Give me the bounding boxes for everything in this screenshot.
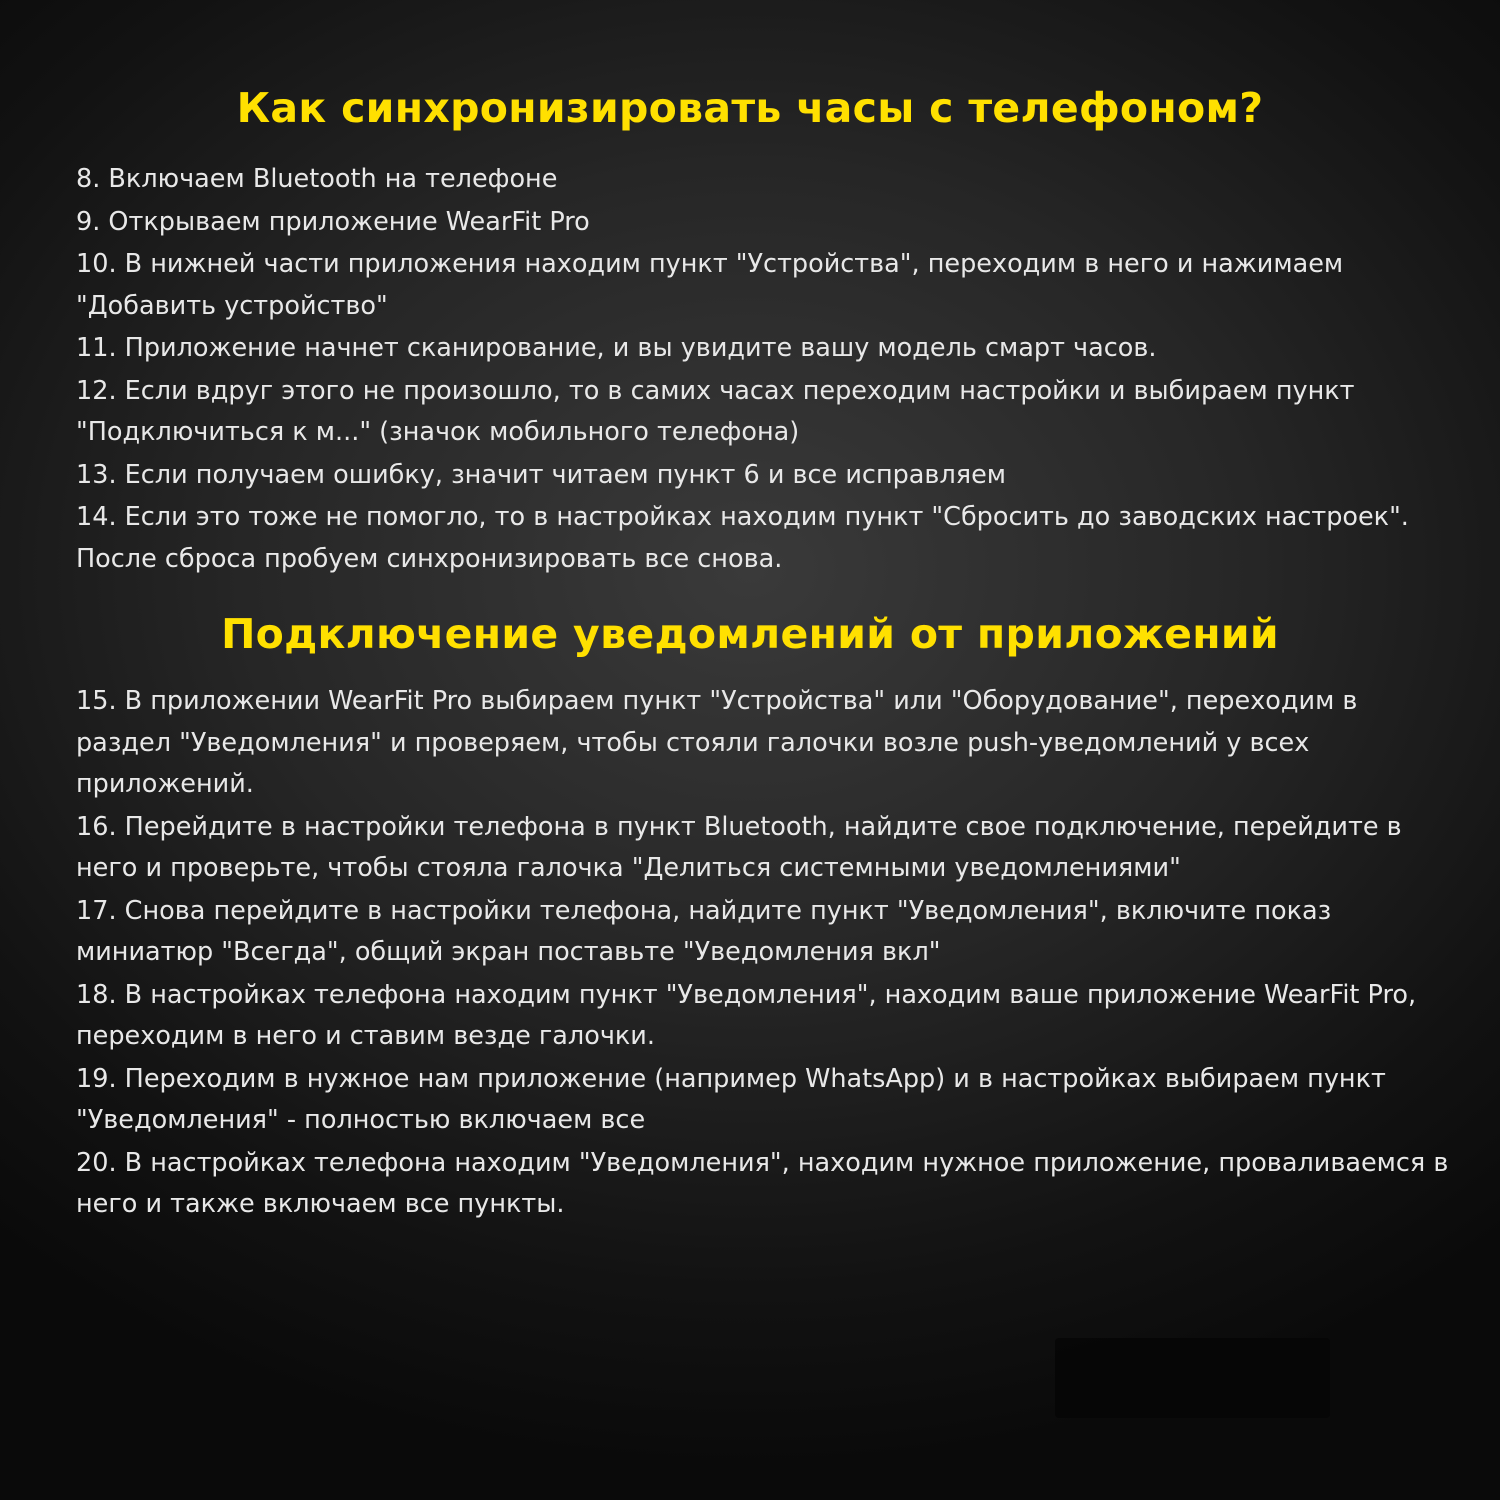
step-item: 9. Открываем приложение WearFit Pro bbox=[76, 206, 590, 237]
step-item: 17. Снова перейдите в настройки телефона, найдите пункт "Уведомления", включите показ миниатюр "Всегда", общий экран поставьте "Уведомления вкл" bbox=[76, 895, 1332, 967]
step-item: 11. Приложение начнет сканирование, и вы увидите вашу модель смарт часов. bbox=[76, 333, 1157, 363]
step-item: 8. Включаем Bluetooth на телефоне bbox=[76, 164, 558, 194]
step-item: 16. Перейдите в настройки телефона в пункт Bluetooth, найдите свое подключение, перейдите в него и проверьте, чтобы стояла галочка "Делиться системными уведомлениями" bbox=[76, 811, 1402, 883]
notification-steps-list bbox=[76, 681, 1456, 1227]
step-item: 12. Если вдруг этого не произошло, то в самих часах переходим настройки и выбираем пункт "Подключиться к м..." (значок мобильного телефона) bbox=[76, 375, 1355, 447]
sync-section-title: Как синхронизировать часы с телефоном? bbox=[236, 84, 1264, 132]
step-item: 13. Если получаем ошибку, значит читаем пункт 6 и все исправляем bbox=[76, 459, 1007, 490]
step-item: 18. В настройках телефона находим пункт "Уведомления", находим ваше приложение WearFit Pro, переходим в него и ставим везде галочки. bbox=[76, 979, 1417, 1051]
obscured-logo-patch bbox=[1055, 1338, 1330, 1418]
step-item: 15. В приложении WearFit Pro выбираем пункт "Устройства" или "Оборудование", переходим в раздел "Уведомления" и проверяем, чтобы стояли галочки возле push-уведомлений у всех приложений. bbox=[76, 686, 1358, 799]
step-item: 19. Переходим в нужное нам приложение (например WhatsApp) и в настройках выбираем пункт "Уведомления" - полностью включаем все bbox=[76, 1063, 1386, 1135]
sync-steps-list bbox=[76, 159, 1456, 581]
notifications-section-title: Подключение уведомлений от приложений bbox=[221, 610, 1279, 658]
step-item: 14. Если это тоже не помогло, то в настройках находим пункт "Сбросить до заводских настроек". После сброса пробуем синхронизировать все снова. bbox=[76, 502, 1409, 574]
step-item: 10. В нижней части приложения находим пункт "Устройства", переходим в него и нажимаем "Добавить устройство" bbox=[76, 249, 1344, 321]
step-item: 20. В настройках телефона находим "Уведомления", находим нужное приложение, проваливаемся в него и также включаем все пункты. bbox=[76, 1147, 1449, 1219]
